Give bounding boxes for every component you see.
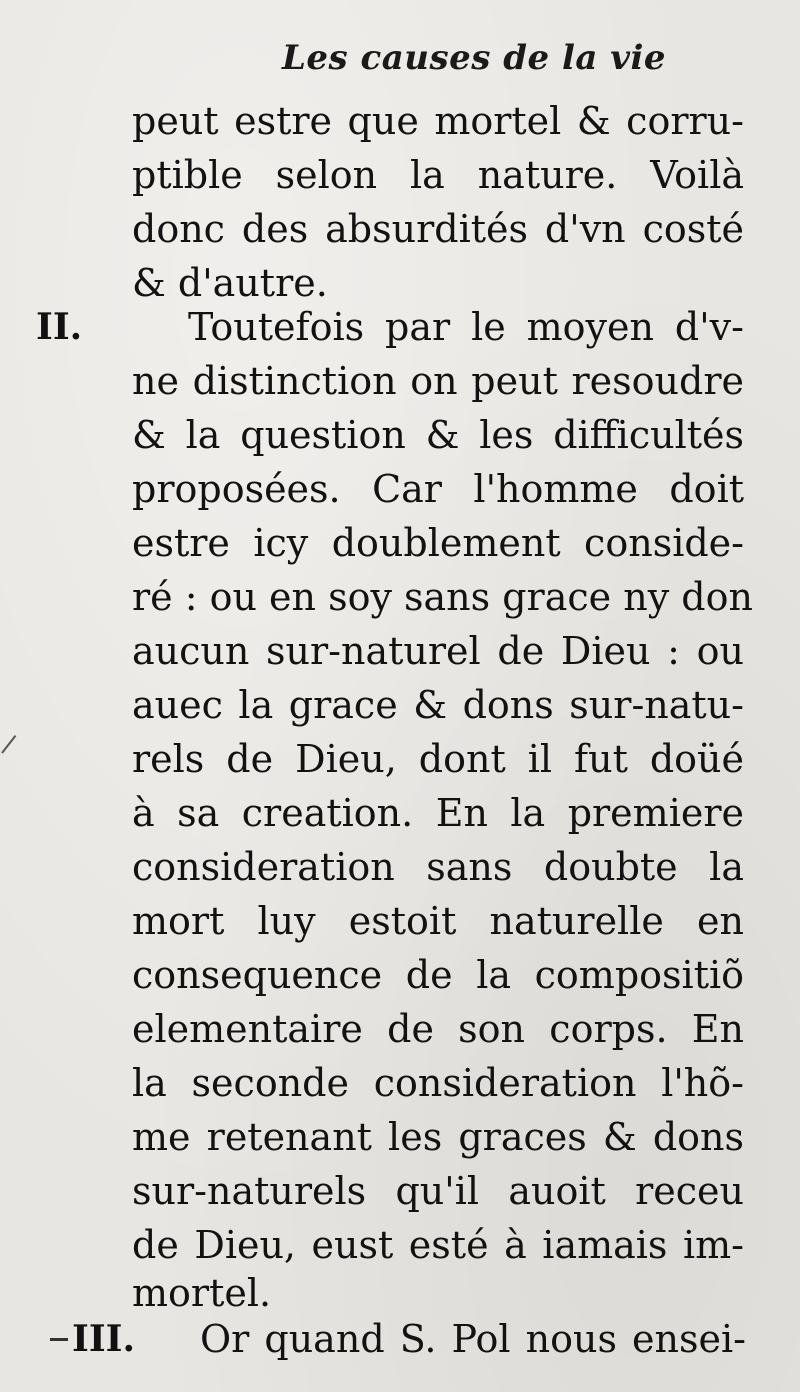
text-line-3: donc des absurdités d'vn costé xyxy=(132,207,744,251)
margin-number-2: II. xyxy=(36,306,83,348)
text-line-23: mortel. xyxy=(132,1271,272,1315)
text-line-16: mort luy estoit naturelle en xyxy=(132,899,744,943)
text-line-14: à sa creation. En la premiere xyxy=(132,791,744,835)
margin-tick-mark xyxy=(1,735,16,754)
text-line-9: estre icy doublement conside- xyxy=(132,521,744,565)
text-line-7: & la question & les difficultés xyxy=(132,413,744,457)
text-line-22: de Dieu, eust esté à iamais im- xyxy=(132,1223,744,1267)
text-line-20: me retenant les graces & dons xyxy=(132,1115,744,1159)
text-line-6: ne distinction on peut resoudre xyxy=(132,359,744,403)
text-line-17: consequence de la compositiõ xyxy=(132,953,744,997)
text-line-21: sur-naturels qu'il auoit receu xyxy=(132,1169,744,1213)
text-line-12: auec la grace & dons sur-natu- xyxy=(132,683,744,727)
text-line-5: Toutefois par le moyen d'v- xyxy=(188,305,744,349)
text-line-19: la seconde consideration l'hõ- xyxy=(132,1061,744,1105)
text-line-18: elementaire de son corps. En xyxy=(132,1007,744,1051)
text-line-8: proposées. Car l'homme doit xyxy=(132,467,744,511)
text-line-1: peut estre que mortel & corru- xyxy=(132,99,744,143)
text-line-4: & d'autre. xyxy=(132,261,328,305)
margin-number-3: III. xyxy=(72,1318,136,1360)
text-line-13: rels de Dieu, dont il fut doüé xyxy=(132,737,744,781)
text-line-10: ré : ou en soy sans grace ny don xyxy=(132,575,753,619)
margin-dash xyxy=(50,1338,68,1341)
running-head: Les causes de la vie xyxy=(282,38,667,78)
text-line-2: ptible selon la nature. Voilà xyxy=(132,153,744,197)
text-line-24: Or quand S. Pol nous ensei- xyxy=(200,1317,746,1361)
text-line-15: consideration sans doubte la xyxy=(132,845,744,889)
text-line-11: aucun sur-naturel de Dieu : ou xyxy=(132,629,744,673)
